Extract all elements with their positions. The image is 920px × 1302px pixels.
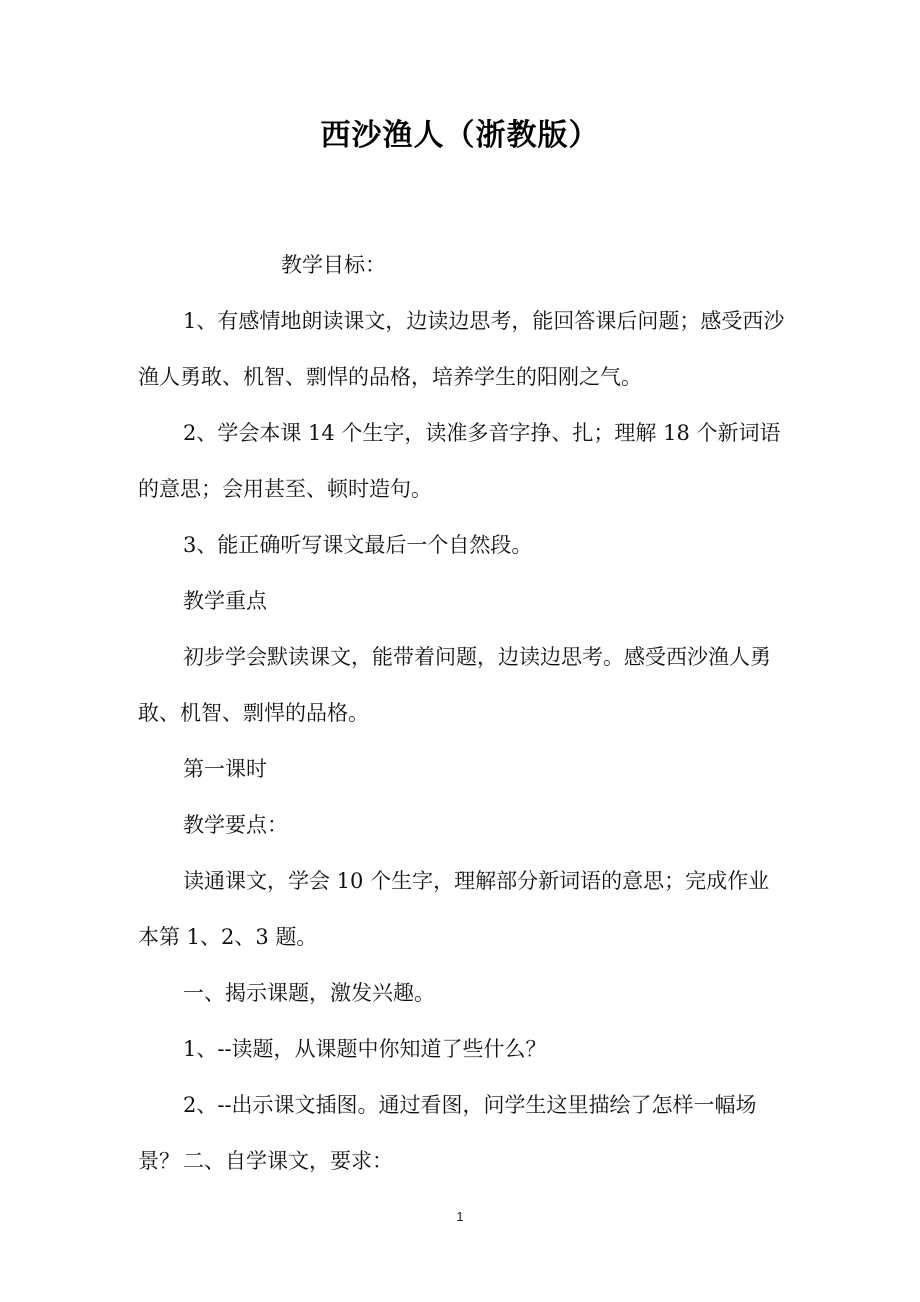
goal-1-paragraph: 1、有感情地朗读课文，边读边思考，能回答课后问题；感受西沙渔人勇敢、机智、剽悍的品格，培养学生的阳刚之气。 bbox=[138, 309, 785, 389]
section-2-heading: 二、自学课文，要求： bbox=[183, 1149, 393, 1173]
goal-3-paragraph: 3、能正确听写课文最后一个自然段。 bbox=[183, 533, 533, 557]
key-points-heading: 教学重点 bbox=[183, 589, 267, 613]
first-lesson-heading: 第一课时 bbox=[183, 757, 267, 781]
teaching-points-paragraph: 读通课文，学会 10 个生字，理解部分新词语的意思；完成作业本第 1、2、3 题。 bbox=[138, 869, 770, 949]
page-number: 1 bbox=[456, 1209, 464, 1224]
teaching-goals-heading: 教学目标： bbox=[281, 253, 386, 277]
section-1-heading: 一、揭示课题，激发兴趣。 bbox=[183, 981, 435, 1005]
teaching-points-heading: 教学要点： bbox=[183, 813, 288, 837]
step-1-paragraph: 1、--读题，从课题中你知道了些什么？ bbox=[183, 1037, 547, 1061]
document-title: 西沙渔人（浙教版） bbox=[320, 118, 600, 153]
step-2-paragraph: 2、--出示课文插图。通过看图，问学生这里描绘了怎样一幅场景？ bbox=[138, 1093, 757, 1173]
goal-2-paragraph: 2、学会本课 14 个生字，读准多音字挣、扎；理解 18 个新词语的意思；会用甚至、顿时造句。 bbox=[138, 421, 781, 501]
key-points-paragraph: 初步学会默读课文，能带着问题，边读边思考。感受西沙渔人勇敢、机智、剽悍的品格。 bbox=[138, 645, 771, 725]
